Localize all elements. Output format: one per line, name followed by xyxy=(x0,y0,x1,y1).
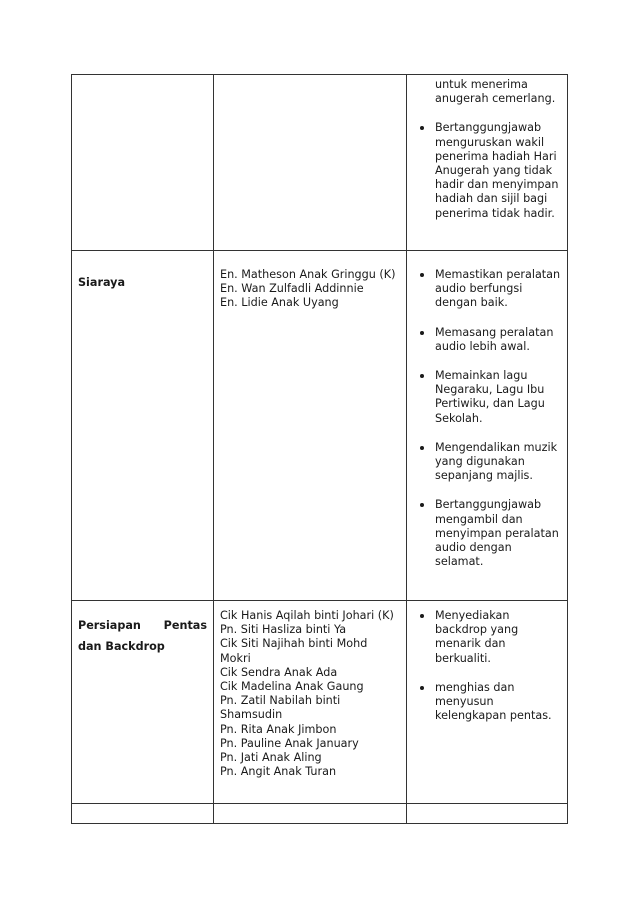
duty-item: Memastikan peralatan audio berfungsi dengan baik. xyxy=(411,268,563,311)
people-cell xyxy=(214,601,407,804)
table-row xyxy=(72,75,568,251)
member-name: Pn. Angit Anak Turan xyxy=(220,765,337,779)
table-row xyxy=(72,251,568,601)
duty-item: menghias dan menyusun kelengkapan pentas. xyxy=(411,681,563,724)
duty-item: Memainkan lagu Negaraku, Lagu Ibu Pertiwiku, dan Lagu Sekolah. xyxy=(411,369,563,426)
unit-cell xyxy=(72,601,214,804)
duties-cell xyxy=(407,75,568,251)
member-list xyxy=(220,268,400,311)
duties-cell xyxy=(407,251,568,601)
bullet-icon xyxy=(420,503,424,507)
duties-cell xyxy=(407,804,568,824)
people-cell xyxy=(214,804,407,824)
member-name: En. Lidie Anak Uyang xyxy=(220,296,339,310)
duty-item: Menyediakan backdrop yang menarik dan berkualiti. xyxy=(411,609,563,666)
member-name: Pn. Jati Anak Aling xyxy=(220,751,322,765)
table-row xyxy=(72,601,568,804)
unit-cell xyxy=(72,75,214,251)
member-name: Pn. Siti Hasliza binti Ya xyxy=(220,623,347,637)
committee-table xyxy=(71,74,568,824)
duty-item: Memasang peralatan audio lebih awal. xyxy=(411,326,563,354)
member-name: Pn. Pauline Anak January xyxy=(220,736,359,750)
duty-item: Mengendalikan muzik yang digunakan sepanjang majlis. xyxy=(411,441,563,484)
member-name: Pn. Rita Anak Jimbon xyxy=(220,722,337,736)
bullet-icon xyxy=(420,374,424,378)
duty-item: Bertanggungjawab menguruskan wakil penerima hadiah Hari Anugerah yang tidak hadir dan menyimpan hadiah dan sijil bagi penerima tidak hadir. xyxy=(411,121,563,220)
bullet-icon xyxy=(420,446,424,450)
unit-name: Siaraya xyxy=(78,276,126,289)
unit-cell xyxy=(72,251,214,601)
bullet-icon xyxy=(420,331,424,335)
people-cell xyxy=(214,75,407,251)
unit-name: Persiapan Pentas dan Backdrop xyxy=(78,619,207,653)
duties-cell xyxy=(407,601,568,804)
member-name: Cik Sendra Anak Ada xyxy=(220,665,338,679)
duty-item: untuk menerima anugerah cemerlang. xyxy=(435,78,556,106)
bullet-icon xyxy=(420,614,424,618)
member-name: Cik Madelina Anak Gaung xyxy=(220,680,364,694)
member-name: Cik Hanis Aqilah binti Johari (K) xyxy=(220,609,394,622)
member-list xyxy=(220,609,400,779)
bullet-icon xyxy=(420,126,424,130)
bullet-icon xyxy=(420,686,424,690)
bullet-icon xyxy=(420,273,424,277)
unit-cell xyxy=(72,804,214,824)
table-row xyxy=(72,804,568,824)
member-name: Pn. Zatil Nabilah binti Shamsudin xyxy=(220,694,341,722)
member-name: Cik Siti Najihah binti Mohd Mokri xyxy=(220,637,368,665)
member-name: En. Wan Zulfadli Addinnie xyxy=(220,282,364,296)
duty-item: Bertanggungjawab mengambil dan menyimpan peralatan audio dengan selamat. xyxy=(411,498,563,569)
member-name: En. Matheson Anak Gringgu (K) xyxy=(220,268,396,281)
people-cell xyxy=(214,251,407,601)
